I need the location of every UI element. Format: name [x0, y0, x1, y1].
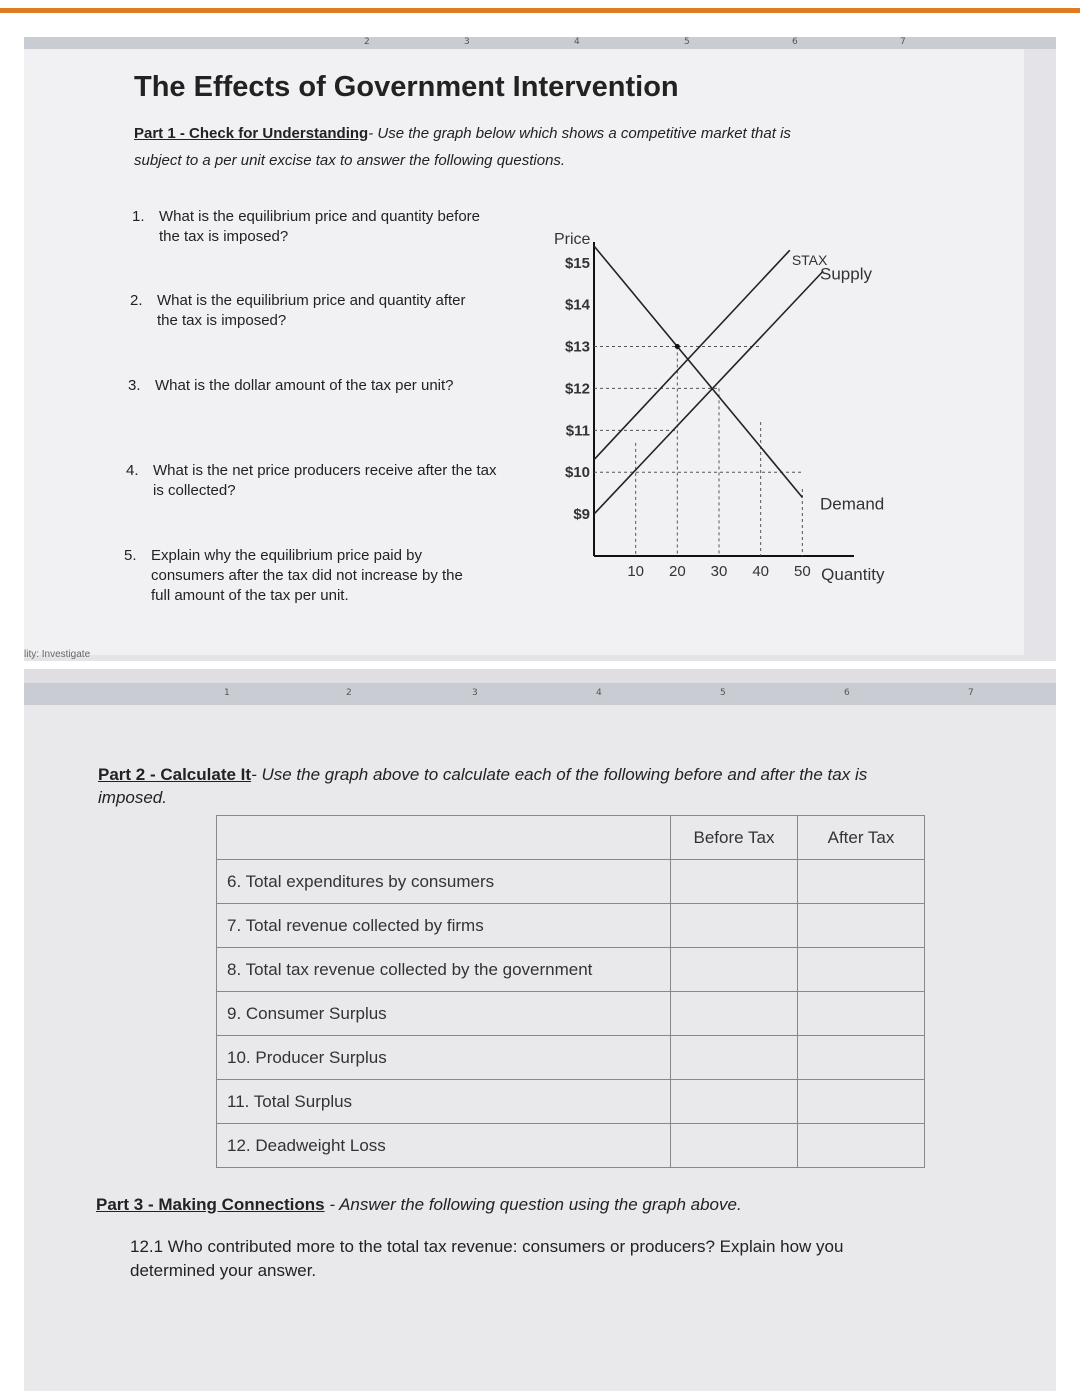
cell-after-tax[interactable] [798, 948, 925, 992]
ruler-num: 1 [224, 688, 230, 698]
table-row [217, 992, 925, 1036]
y-tick-label: $10 [564, 464, 590, 482]
part3-heading: Part 3 - Making Connections [96, 1195, 325, 1214]
ruler-num: 6 [792, 37, 798, 47]
ruler-num: 5 [684, 37, 690, 47]
cell-after-tax[interactable] [798, 1080, 925, 1124]
ruler-num: 5 [720, 688, 726, 698]
ruler-num: 6 [844, 688, 850, 698]
question-number: 2. [130, 292, 143, 309]
cell-before-tax[interactable] [671, 948, 798, 992]
question-text: Explain why the equilibrium price paid by consumers after the tax did not increase by the full amount of the tax per unit. [151, 547, 463, 604]
document-page-2 [24, 705, 1056, 1391]
table-row [217, 1036, 925, 1080]
part3-question-line2: determined your answer. [130, 1261, 317, 1280]
y-tick-label: $9 [573, 506, 590, 524]
cell-after-tax[interactable] [798, 1124, 925, 1168]
part3-question-line1: 12.1 Who contributed more to the total tax revenue: consumers or producers? Explain how you [130, 1237, 844, 1256]
x-tick-label: 50 [793, 563, 811, 580]
x-tick-label: 20 [668, 563, 686, 580]
part1-intro-line2: subject to a per unit excise tax to answer the following questions. [134, 152, 566, 169]
page-title: The Effects of Government Intervention [134, 71, 679, 103]
row-label: 7. Total revenue collected by firms [217, 904, 671, 948]
part2-intro [98, 765, 867, 785]
document-page-1 [24, 49, 1024, 655]
cell-before-tax[interactable] [671, 992, 798, 1036]
ruler-num: 4 [596, 688, 602, 698]
ruler-num: 3 [472, 688, 478, 698]
cell-after-tax[interactable] [798, 904, 925, 948]
ruler-num: 7 [968, 688, 974, 698]
equilibrium-point [675, 344, 680, 349]
stax-label: STAX [791, 251, 828, 268]
question-text: What is the net price producers receive after the tax is collected? [153, 462, 497, 499]
table-header-blank [217, 816, 671, 860]
part3-intro [96, 1195, 742, 1215]
ruler-num: 2 [346, 688, 352, 698]
row-label: 12. Deadweight Loss [217, 1124, 671, 1168]
x-axis-label: Quantity [821, 565, 885, 584]
table-row [217, 860, 925, 904]
ruler-num: 2 [364, 37, 370, 47]
y-tick-label: $14 [564, 296, 590, 314]
ruler-num: 7 [900, 37, 906, 47]
part3-intro-text: - Answer the following question using the graph above. [324, 1195, 742, 1214]
y-tick-label: $15 [564, 254, 590, 272]
row-label: 9. Consumer Surplus [217, 992, 671, 1036]
sidebar-caption: lity: Investigate [24, 649, 91, 660]
part2-intro-text: - Use the graph above to calculate each of the following before and after the tax is [251, 765, 868, 784]
cell-before-tax[interactable] [671, 1080, 798, 1124]
table-header-row [217, 816, 925, 860]
question-number: 5. [124, 547, 137, 564]
tax-market-graph [494, 224, 974, 594]
x-tick-label: 30 [710, 563, 728, 580]
part2-heading: Part 2 - Calculate It [98, 765, 252, 784]
question-text: What is the equilibrium price and quantity after the tax is imposed? [157, 292, 466, 329]
cell-before-tax[interactable] [671, 860, 798, 904]
y-tick-label: $12 [564, 380, 590, 398]
cell-after-tax[interactable] [798, 992, 925, 1036]
cell-after-tax[interactable] [798, 1036, 925, 1080]
column-before-tax: Before Tax [671, 816, 798, 860]
y-tick-label: $13 [564, 338, 590, 356]
series-line-demand [594, 246, 802, 497]
ruler-bottom [24, 683, 1056, 705]
question-text: What is the dollar amount of the tax per unit? [155, 377, 454, 394]
part1-intro [134, 125, 791, 142]
table-row [217, 1124, 925, 1168]
table-row [217, 904, 925, 948]
column-after-tax: After Tax [798, 816, 925, 860]
calculation-table [216, 815, 925, 1168]
part2-intro-line2: imposed. [98, 788, 167, 807]
demand-label: Demand [820, 494, 885, 514]
question-number: 3. [128, 377, 141, 394]
series-line-supply [594, 271, 823, 514]
cell-before-tax[interactable] [671, 1124, 798, 1168]
y-axis-label: Price [554, 231, 591, 248]
table-row [217, 1080, 925, 1124]
question-number: 4. [126, 462, 139, 479]
y-tick-label: $11 [565, 422, 590, 440]
part1-intro-text: - Use the graph below which shows a competitive market that is [368, 125, 791, 142]
row-label: 8. Total tax revenue collected by the government [217, 948, 671, 992]
document-screen-part1 [24, 37, 1056, 661]
window-top-bar [0, 8, 1080, 13]
question-text: What is the equilibrium price and quantity before the tax is imposed? [159, 208, 481, 245]
ruler-top [24, 37, 1056, 49]
x-tick-label: 10 [627, 563, 645, 580]
x-tick-label: 40 [752, 563, 770, 580]
ruler-num: 3 [464, 37, 470, 47]
question-number: 1. [132, 208, 145, 225]
table-row [217, 948, 925, 992]
document-screen-part2 [24, 669, 1056, 1391]
supply-label: Supply [820, 264, 872, 284]
row-label: 6. Total expenditures by consumers [217, 860, 671, 904]
cell-after-tax[interactable] [798, 860, 925, 904]
cell-before-tax[interactable] [671, 1036, 798, 1080]
cell-before-tax[interactable] [671, 904, 798, 948]
part1-heading: Part 1 - Check for Understanding [134, 125, 369, 142]
ruler-num: 4 [574, 37, 580, 47]
row-label: 11. Total Surplus [217, 1080, 671, 1124]
row-label: 10. Producer Surplus [217, 1036, 671, 1080]
